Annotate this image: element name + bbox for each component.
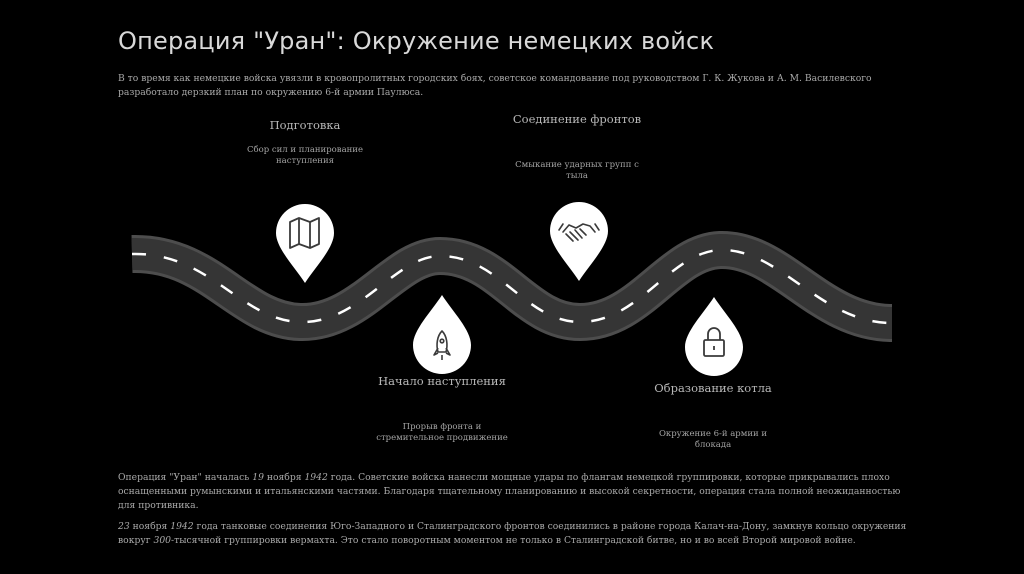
marker-preparation bbox=[276, 204, 334, 283]
stage-desc-fronts-link: Смыкание ударных групп с тыла bbox=[515, 160, 639, 181]
stage-title-offensive-start: Начало наступления bbox=[378, 374, 506, 388]
stage-title-preparation: Подготовка bbox=[269, 118, 341, 132]
intro-text: В то время как немецкие войска увязли в кровопролитных городских боях, советское командование под руководством Г. К. Жукова и А. М. Василевского разработало дерзкий план по окружению 6-й армии Паулюса. bbox=[118, 73, 872, 98]
stage-desc-preparation: Сбор сил и планирование наступления bbox=[246, 145, 363, 166]
stage-title-encirclement: Образование котла bbox=[654, 381, 772, 395]
marker-offensive-start bbox=[413, 295, 471, 374]
stage-desc-encirclement: Окружение 6-й армии и блокада bbox=[658, 429, 768, 450]
stage-desc-offensive-start: Прорыв фронта и стремительное продвижение bbox=[376, 422, 508, 443]
paragraph-encirclement-closed: 23 ноября 1942 года танковые соединения Юго-Западного и Сталинградского фронтов соединились в районе города Калач-на-Дону, замкнув кольцо окружения вокруг 300-тысячной группировки вермахта. Это стало поворотным моментом не только в Сталинградской битве, но и во всей Второй мировой войне. bbox=[118, 521, 907, 546]
stage-title-fronts-link: Соединение фронтов bbox=[512, 112, 642, 126]
slide-title: Операция "Уран": Окружение немецких войск bbox=[118, 27, 715, 55]
marker-fronts-link bbox=[550, 202, 608, 281]
paragraph-operation-start: Операция "Уран" началась 19 ноября 1942 года. Советские войска нанесли мощные удары по флангам немецкой группировки, которые прикрывались плохо оснащенными румынскими и итальянскими частями. Благодаря тщательному планированию и высокой секретности, операция стала полной неожиданностью для противника. bbox=[118, 472, 901, 511]
marker-encirclement bbox=[685, 297, 743, 376]
